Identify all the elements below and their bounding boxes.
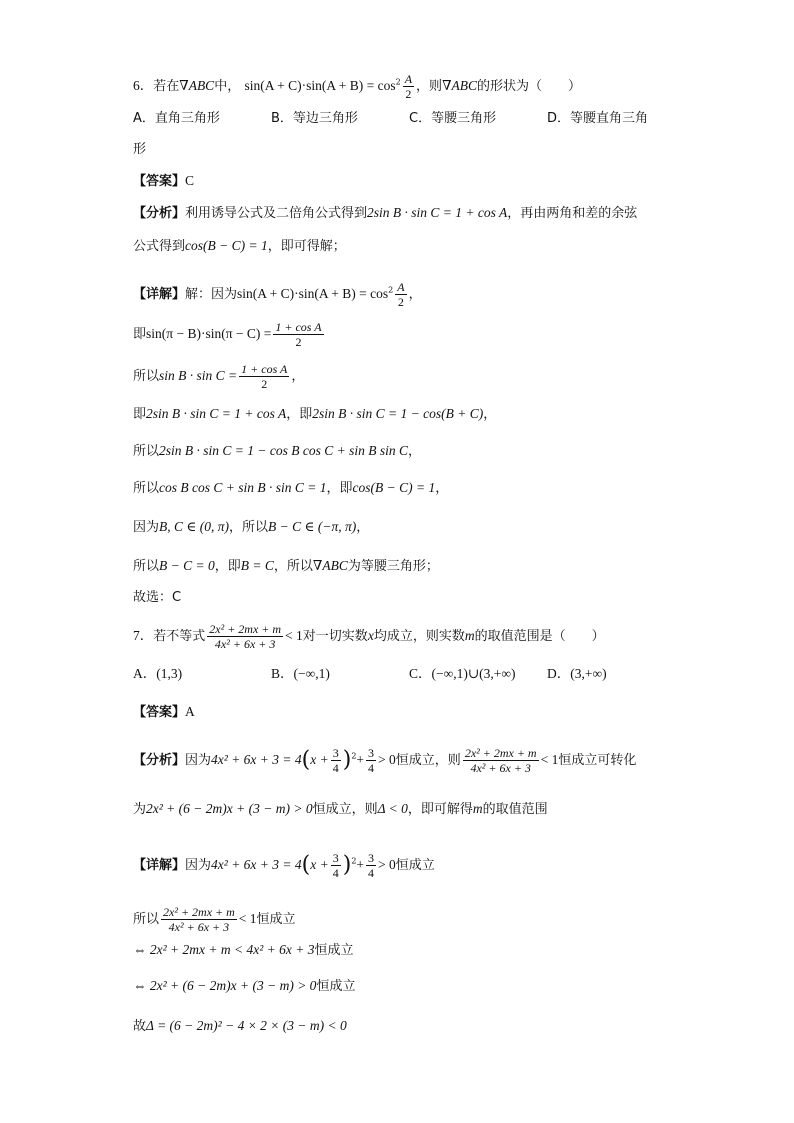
q6-d4-mid: ，即 [286, 407, 313, 422]
q7-an-text7: 的取值范围 [482, 802, 548, 817]
q7-answer-tag: 【答案】 [133, 705, 186, 720]
q6-d2-num: 1 + cos A [275, 320, 322, 334]
q7-stem-prefix: 若不等式 [153, 629, 206, 644]
q6-d6-eq1: cos B cos C + sin B · sin C = 1 [159, 480, 327, 495]
q7-options [133, 664, 754, 684]
q6-option-wrap: 形 [133, 142, 147, 157]
q6-detail-line8 [133, 556, 754, 577]
q6-stem-suffix: ，则 [416, 79, 443, 94]
q6-detail-text6: 所以 [133, 481, 160, 496]
q7-de-eq3: ⇔ 2x² + 2mx + m < 4x² + 6x + 3 [133, 942, 315, 957]
q6-stem-end: 的形状为（ ） [477, 79, 582, 94]
q6-d5-eq: 2sin B · sin C = 1 − cos B cos C + sin B sin C [159, 443, 408, 458]
q6-detail-line5: 所以2sin B · sin C = 1 − cos B cos C + sin B sin C， [133, 443, 421, 459]
q6-detail-line1: 【详解】解：因为$\sin(A + C)\cdot\sin(A + B) = \cos^2$ $\frac{A}{2}$ ， [133, 280, 422, 309]
q7-analysis-tag: 【分析】 [133, 753, 186, 768]
q7-de-suffix4: 恒成立 [316, 979, 356, 994]
q7-an-text2: 恒成立，则 [395, 753, 461, 768]
q6-detail-line9: 故选：C [133, 590, 182, 605]
q7-stem-lt: < 1 [285, 628, 303, 643]
q7-option-b: B．(−∞,1) [271, 666, 330, 681]
q6-detail-frac2 [273, 320, 323, 349]
q6-option-d: D．等腰直角三角 [547, 111, 649, 126]
q7-an-text1: 因为 [185, 753, 212, 768]
q7-frac-num: 2x² + 2mx + m [209, 622, 282, 636]
q6-d6-mid: ，即 [326, 481, 353, 496]
q6-d3-den: 2 [261, 377, 268, 391]
q6-d8-eq2: B = C [240, 558, 274, 573]
q7-an-var-m: m [472, 801, 483, 816]
q6-analysis-eq2: cos(B − C) = 1 [185, 238, 268, 253]
q7-de-plus: + [356, 857, 365, 872]
q6-detail-line2 [133, 320, 754, 349]
q6-analysis-text4: ，即可得解； [267, 239, 346, 254]
q6-options [133, 109, 754, 129]
q6-fraction [403, 72, 414, 101]
q7-an-frac3-den: 4x² + 6x + 3 [470, 761, 531, 775]
q6-analysis-eq1: 2sin B · sin C = 1 + cos A [367, 205, 508, 220]
q7-analysis-line2 [133, 799, 754, 820]
q7-an-plus: + [356, 752, 365, 767]
q7-frac-den: 4x² + 6x + 3 [214, 637, 276, 651]
q6-triangle: ∇ABC [179, 78, 215, 93]
q7-fraction [207, 622, 283, 651]
q7-an-eq3: Δ < 0 [377, 801, 408, 816]
q7-an-frac-den: 4 [332, 761, 339, 775]
q7-an-frac3 [463, 746, 539, 775]
q7-de-frac2-den: 4 [368, 866, 375, 880]
q7-de-eq4: ⇔ 2x² + (6 − 2m)x + (3 − m) > 0 [133, 978, 317, 993]
q6-option-c: C．等腰三角形 [409, 111, 497, 126]
q6-d7-eq1: B, C ∈ (0, π) [159, 519, 230, 534]
q6-detail-eq1: sin(A + C)·sin(A + B) = cos [237, 286, 389, 301]
q7-de-eq1a: 4x² + 6x + 3 = 4 [211, 857, 302, 872]
q6-d3-num: 1 + cos A [241, 362, 288, 376]
q7-option-a: A．(1,3) [133, 666, 183, 681]
q6-d2-den: 2 [295, 335, 302, 349]
q6-stem: 6．若在∇ABC中， $\sin(A + C)\cdot\sin(A + B) = \cos^2$ $\frac{A}{2}$ ，则∇ABC的形状为（ ） [133, 72, 582, 101]
q6-frac-den: 2 [405, 87, 412, 101]
q7-de-suffix2: 恒成立 [256, 912, 296, 927]
q6-detail-frac [395, 280, 406, 309]
q6-triangle-2: ∇ABC [442, 78, 477, 93]
q6-analysis-text3: 公式得到 [133, 239, 186, 254]
q7-detail-line1: 【详解】因为4x² + 6x + 3 = 4(x + $\frac{3}{4}$ )$^2$+ $\frac{3}{4}$ > 0恒成立 [133, 851, 435, 880]
q7-analysis-line1: 【分析】因为4x² + 6x + 3 = 4(x + $\frac{3}{4}$ )$^2$+ $\frac{3}{4}$ > 0恒成立，则 $\frac{\text{2x² + 2mx + m}}{\text{4x² + 6x + 3}}$ < 1恒成立可转化 [133, 746, 637, 775]
q7-an-frac-num: 3 [332, 746, 339, 760]
q7-an-text3: 恒成立可转化 [558, 753, 637, 768]
q6-detail-text4: 即 [133, 407, 147, 422]
q7-an-text6: ，即可解得 [407, 802, 473, 817]
q7-de-lt: < 1 [238, 911, 257, 926]
q6-detail-text7: 因为 [133, 520, 160, 535]
q6-stem-prefix: 若在 [153, 79, 180, 94]
q6-analysis-tag: 【分析】 [133, 206, 186, 221]
q7-an-frac2-den: 4 [368, 761, 375, 775]
q7-de-text1: 因为 [185, 858, 212, 873]
q6-d8-mid2: ，所以 [273, 559, 313, 574]
q6-answer-tag: 【答案】 [133, 174, 186, 189]
q7-detail-line4 [133, 976, 754, 997]
q6-analysis-line2 [133, 236, 754, 257]
q6-detail-text3: 所以 [133, 369, 160, 384]
q6-d8-eq1: B − C = 0 [159, 558, 215, 573]
q7-de-frac3 [161, 905, 237, 934]
q6-d8-end: 为等腰三角形； [347, 559, 439, 574]
q6-number: 6． [133, 78, 154, 93]
q7-an-gt: > 0 [378, 752, 396, 767]
q7-de-frac2-num: 3 [368, 851, 375, 865]
q7-detail-tag: 【详解】 [133, 858, 186, 873]
q6-detail-eq3: sin B · sin C = [159, 368, 238, 383]
q6-d8-triangle: ∇ABC [312, 558, 348, 573]
q6-analysis-text1: 利用诱导公式及二倍角公式得到 [185, 206, 368, 221]
q7-de-frac2 [366, 851, 376, 880]
q7-detail-line2 [133, 905, 754, 934]
q7-an-frac2 [366, 746, 376, 775]
q7-an-eq2: 2x² + (6 − 2m)x + (3 − m) > 0 [146, 801, 313, 816]
q6-d4-eq2: 2sin B · sin C = 1 − cos(B + C) [312, 406, 484, 421]
q6-detail-eq2: sin(π − B)·sin(π − C) = [146, 326, 272, 341]
q6-analysis-text2: ，再由两角和差的余弦 [507, 206, 638, 221]
q6-detail-text1: 解：因为 [185, 287, 238, 302]
q7-an-frac2-num: 3 [368, 746, 375, 760]
q7-answer-line [133, 702, 754, 723]
q7-an-text5: 恒成立，则 [312, 802, 378, 817]
q7-de-gt: > 0 [378, 857, 396, 872]
q6-answer-line [133, 171, 754, 192]
q7-stem-mid: 对一切实数 [302, 629, 368, 644]
q7-var-m: m [464, 628, 475, 643]
q7-de-prefix5: 故 [133, 1019, 147, 1034]
q6-option-a: A．直角三角形 [133, 111, 220, 126]
q7-de-frac [331, 851, 341, 880]
q7-de-suffix1: 恒成立 [395, 858, 435, 873]
q7-stem-end: 的取值范围是（ ） [474, 629, 605, 644]
q7-detail-line3 [133, 940, 754, 961]
q6-detail-frac-num: A [397, 280, 405, 294]
q7-de-frac-num: 3 [332, 851, 339, 865]
q7-de-frac3-num: 2x² + 2mx + m [163, 905, 235, 919]
q6-detail-line3: 所以sin B · sin C = $\frac{\text{1 + cos A}}{2}$ ， [133, 362, 305, 391]
q6-equation: sin(A + C)·sin(A + B) = cos [244, 78, 396, 93]
q6-detail-line4: 即2sin B · sin C = 1 + cos A，即2sin B · sin C = 1 − cos(B + C)， [133, 406, 497, 422]
q7-de-suffix3: 恒成立 [314, 943, 354, 958]
q7-an-frac3-num: 2x² + 2mx + m [464, 746, 537, 760]
q6-d7-eq2: B − C ∈ (−π, π) [268, 519, 357, 534]
q6-stem-mid: 中， [214, 79, 241, 94]
q6-d4-eq1: 2sin B · sin C = 1 + cos A [146, 406, 287, 421]
q7-answer: A [185, 704, 195, 719]
q6-answer: C [185, 173, 195, 188]
q7-de-text2: 所以 [133, 912, 160, 927]
q6-detail-text2: 即 [133, 327, 147, 342]
q6-detail-tag: 【详解】 [133, 287, 186, 302]
q6-analysis-line1 [133, 203, 754, 224]
q7-stem [133, 622, 754, 651]
q7-de-frac-den: 4 [332, 866, 339, 880]
q6-detail-frac3 [239, 362, 289, 391]
q7-an-eq1a: 4x² + 6x + 3 = 4 [211, 752, 302, 767]
q6-d6-eq2: cos(B − C) = 1 [352, 480, 436, 495]
q7-an-frac [331, 746, 341, 775]
q6-option-b: B．等边三角形 [271, 111, 358, 126]
q7-detail-line5 [133, 1016, 754, 1037]
q6-detail-text8: 所以 [133, 559, 160, 574]
q7-de-eq5: Δ = (6 − 2m)² − 4 × 2 × (3 − m) < 0 [146, 1018, 347, 1033]
q7-stem-mid2: 均成立，则实数 [373, 629, 465, 644]
q6-detail-text5: 所以 [133, 444, 160, 459]
q6-d8-mid: ，即 [214, 559, 241, 574]
q7-option-c: C．(−∞,1)∪(3,+∞) [409, 666, 516, 681]
q6-detail-line6: 所以cos B cos C + sin B · sin C = 1，即cos(B − C) = 1， [133, 480, 449, 496]
q7-option-d: D．(3,+∞) [547, 666, 607, 681]
q7-de-frac3-den: 4x² + 6x + 3 [168, 920, 230, 934]
q7-an-lt: < 1 [540, 752, 559, 767]
q7-number: 7． [133, 628, 154, 643]
q6-frac-num: A [404, 72, 413, 86]
q7-an-text4: 为 [133, 802, 147, 817]
q6-d7-mid: ，所以 [229, 520, 269, 535]
q6-detail-line7: 因为B, C ∈ (0, π)，所以B − C ∈ (−π, π)， [133, 519, 370, 535]
q6-detail-frac-den: 2 [397, 295, 404, 309]
q7-var-x: x [367, 628, 374, 643]
